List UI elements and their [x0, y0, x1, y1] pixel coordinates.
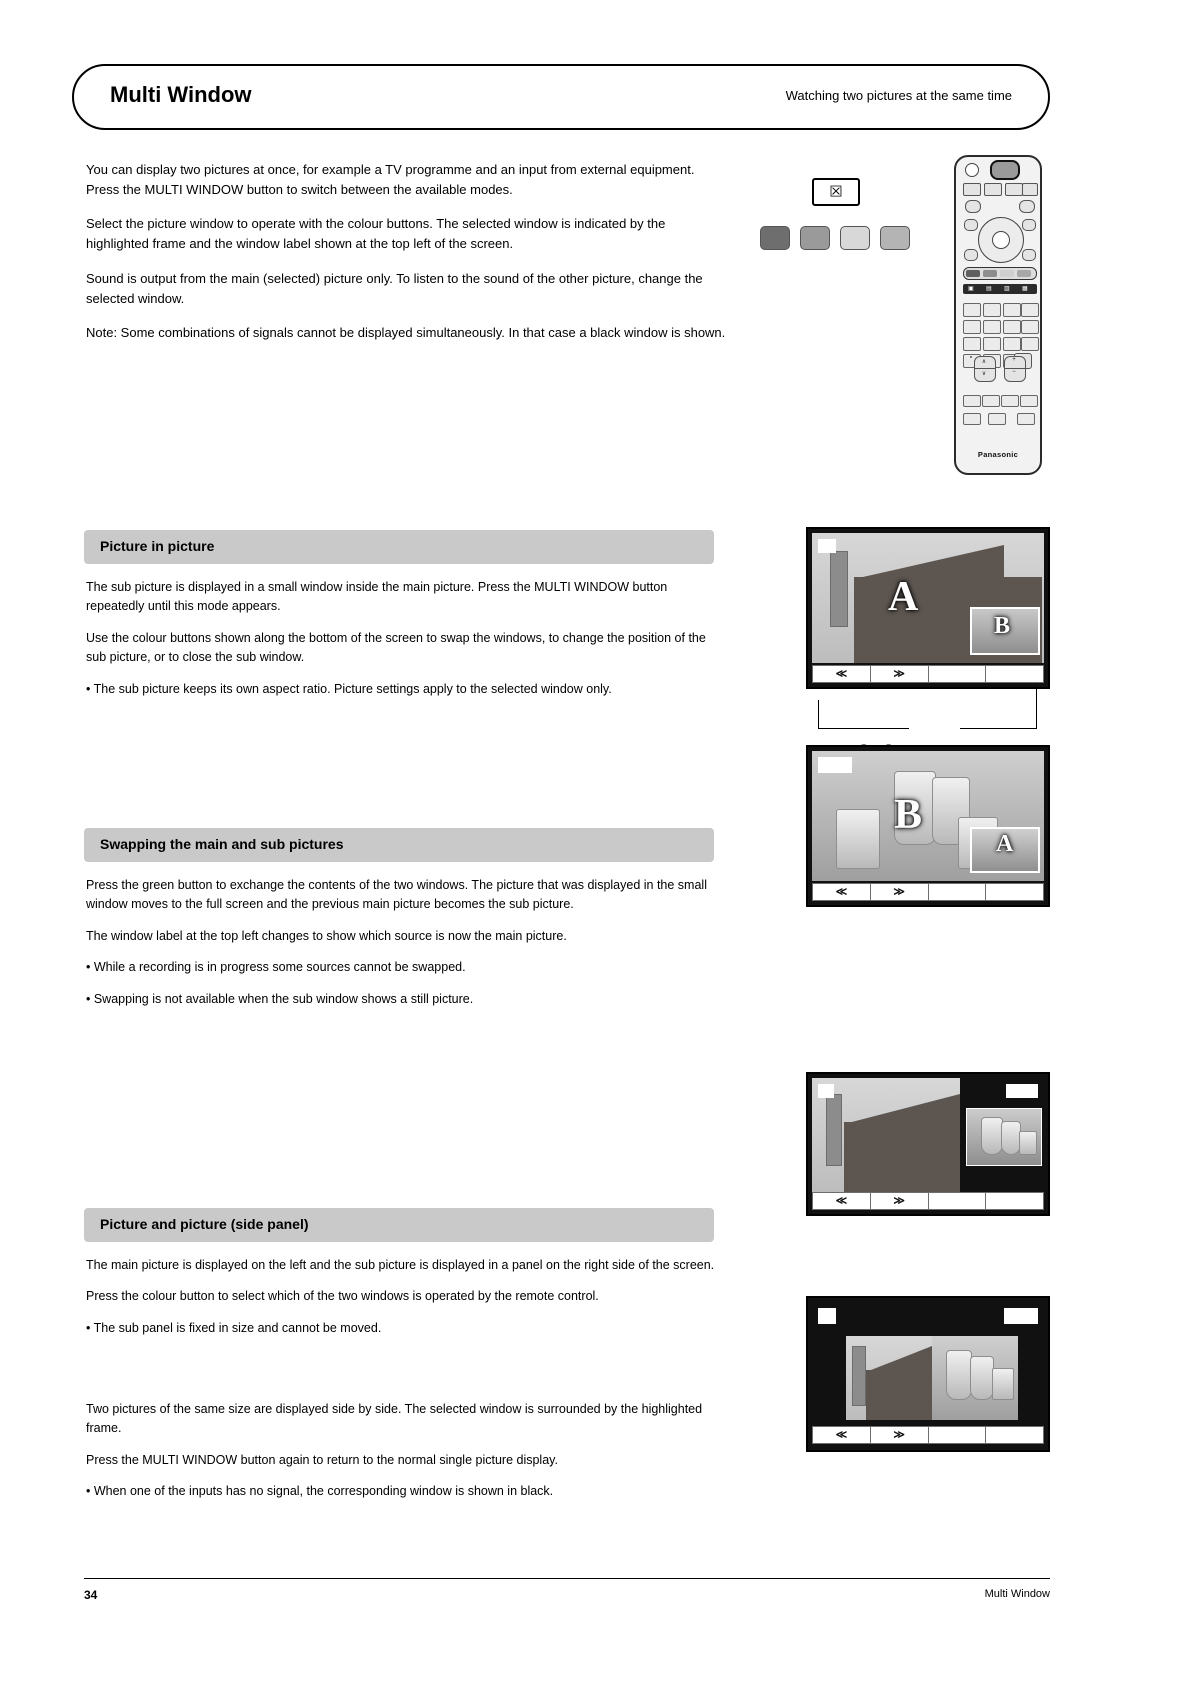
- intro-paragraph-2: Select the picture window to operate with the colour buttons. The selected window is indicated by the highlighted frame and the window label shown at the top left of the screen.: [86, 216, 666, 252]
- remote-key-tv: [963, 183, 981, 196]
- section-1-paragraph-2: • While a recording is in progress some sources cannot be swapped.: [86, 960, 466, 975]
- remote-fn-2: ▤: [986, 286, 992, 292]
- remote-number-row-1: [963, 303, 1037, 315]
- section-body-picture-and-picture: [86, 1256, 716, 1350]
- remote-fn-3: ▥: [1004, 286, 1010, 292]
- remote-key-6: [983, 320, 1001, 334]
- tv-screen-pip-b-main: [806, 745, 1050, 907]
- glass-shape-1: [946, 1350, 972, 1400]
- window-label-right: [1004, 1308, 1038, 1324]
- intro-paragraph-3: Sound is output from the main (selected) picture only. To listen to the sound of the other picture, change the selected window.: [86, 270, 703, 306]
- remote-key-8: [1021, 320, 1039, 334]
- remote-key-guide: [965, 200, 981, 213]
- remote-key-option: [964, 249, 978, 261]
- window-label-main: [818, 539, 836, 553]
- remote-key-menu: [964, 219, 978, 231]
- remote-number-row-3: [963, 337, 1037, 349]
- remote-key-3: [1003, 303, 1021, 317]
- glass-shape-3: [1019, 1131, 1037, 1155]
- section-heading-label: Picture in picture: [100, 538, 215, 554]
- green-button: [800, 226, 830, 250]
- glass-shape-1: [981, 1117, 1003, 1155]
- remote-key-text: [1005, 183, 1023, 196]
- intro-note: Note: Some combinations of signals cannot be displayed simultaneously. In that case a black window is shown.: [86, 324, 726, 340]
- osd-next-button: ≫: [871, 666, 929, 682]
- remote-fn-1: ▣: [968, 286, 974, 292]
- multi-window-glyph: ☒: [829, 183, 843, 201]
- sub-window-letter: A: [996, 831, 1014, 857]
- tv-screen-two-window: [806, 1296, 1050, 1452]
- leader-line-right: [960, 686, 1037, 729]
- tv-screen-pip-a-main: [806, 527, 1050, 689]
- sub-window-panel: [966, 1108, 1042, 1166]
- osd-next-button: ≫: [871, 884, 929, 900]
- roof-ridge-shape: [866, 1346, 932, 1372]
- remote-power-button: [990, 160, 1020, 180]
- section-0-paragraph-2: • The sub picture keeps its own aspect ratio. Picture settings apply to the selected window only.: [86, 681, 612, 696]
- remote-dpad: [978, 217, 1024, 263]
- remote-ch-down-label: ∨: [981, 371, 987, 377]
- remote-vol-up-label: +: [1012, 357, 1016, 363]
- osd-fourth-button: [986, 666, 1043, 682]
- remote-vol-down-label: −: [1012, 369, 1016, 375]
- remote-key-5: [963, 320, 981, 334]
- remote-skip-up: [982, 395, 1000, 407]
- remote-pause-button: [988, 413, 1006, 425]
- remote-key-sub: [1022, 183, 1038, 196]
- blue-button: [880, 226, 910, 250]
- window-label-sub: [1006, 1084, 1038, 1098]
- remote-channel-pad: [970, 356, 972, 358]
- remote-key-0: [983, 337, 1001, 351]
- remote-fn-4: ▦: [1022, 286, 1028, 292]
- remote-key-7: [1003, 320, 1021, 334]
- osd-fourth-button: [986, 884, 1043, 900]
- section-2-paragraph-1: Press the colour button to select which of the two windows is operated by the remote control.: [86, 1289, 599, 1304]
- section-3-paragraph-2: • When one of the inputs has no signal, the corresponding window is shown in black.: [86, 1484, 554, 1499]
- osd-third-button: [929, 884, 987, 900]
- remote-key-enter: [1021, 337, 1039, 351]
- window-label-left: [818, 1308, 836, 1324]
- remote-brand-label: Panasonic: [977, 450, 1019, 459]
- page-title-banner: [72, 64, 1050, 130]
- osd-third-button: [929, 1427, 987, 1443]
- chimney-shape: [852, 1346, 866, 1406]
- osd-operation-bar: [812, 1426, 1044, 1444]
- roof-shape: [844, 1122, 960, 1192]
- remote-green-key: [983, 270, 997, 277]
- yellow-button: [840, 226, 870, 250]
- osd-fourth-button: [986, 1193, 1043, 1209]
- section-heading-label: Swapping the main and sub pictures: [100, 836, 344, 852]
- osd-prev-button: ≪: [813, 666, 871, 682]
- footer-divider: [84, 1578, 1050, 1579]
- remote-function-bar: [963, 284, 1037, 294]
- footer-note: Multi Window: [984, 1588, 1050, 1600]
- section-0-paragraph-0: The sub picture is displayed in a small window inside the main picture. Press the MULTI WINDOW button repeatedly until this mode appears.: [86, 580, 668, 614]
- multi-window-icon: [812, 178, 860, 206]
- section-0-paragraph-1: Use the colour buttons shown along the bottom of the screen to swap the windows, to change the position of the sub picture, or to close the sub window.: [86, 630, 706, 665]
- remote-key-back: [1022, 249, 1036, 261]
- red-button: [760, 226, 790, 250]
- roof-ridge-shape: [844, 1094, 960, 1124]
- section-body-picture-in-picture: [86, 578, 716, 711]
- glass-shape-2: [970, 1356, 994, 1400]
- section-1-paragraph-1: The window label at the top left changes to show which source is now the main picture.: [86, 928, 567, 943]
- osd-operation-bar: [812, 883, 1044, 901]
- remote-forward: [1020, 395, 1038, 407]
- remote-yellow-key: [1000, 270, 1014, 277]
- window-label-main: [818, 1084, 834, 1098]
- osd-prev-button: ≪: [813, 1193, 871, 1209]
- remote-key-return: [1022, 219, 1036, 231]
- intro-text-column: [86, 160, 726, 357]
- section-heading-picture-in-picture: [84, 530, 714, 564]
- osd-prev-button: ≪: [813, 1427, 871, 1443]
- osd-next-button: ≫: [871, 1193, 929, 1209]
- chimney-shape: [830, 551, 848, 627]
- remote-red-key: [966, 270, 980, 277]
- section-2-paragraph-0: The main picture is displayed on the left and the sub picture is displayed in a panel on the right side of the screen.: [86, 1258, 715, 1272]
- section-body-two-window: [86, 1400, 716, 1514]
- section-3-paragraph-0: Two pictures of the same size are displayed side by side. The selected window is surrounded by the highlighted frame.: [86, 1402, 703, 1436]
- section-1-paragraph-0: Press the green button to exchange the contents of the two windows. The picture that was displayed in the small window moves to the full screen and the previous main picture becomes the sub picture.: [86, 878, 707, 912]
- roof-ridge-shape: [854, 545, 1004, 579]
- sub-window-pip: [970, 607, 1040, 655]
- page-number: 34: [84, 1588, 98, 1602]
- main-window-letter: A: [888, 574, 919, 620]
- window-label-main: [818, 757, 852, 773]
- sub-window-pip: [970, 827, 1040, 873]
- page-title: Multi Window: [110, 82, 252, 107]
- glass-shape-3: [992, 1368, 1014, 1400]
- remote-ok-button: [992, 231, 1010, 249]
- remote-skip-down: [963, 395, 981, 407]
- remote-key-1: [963, 303, 981, 317]
- section-heading-label: Picture and picture (side panel): [100, 1216, 309, 1232]
- remote-skip-row: [963, 395, 1037, 405]
- section-heading-picture-and-picture: [84, 1208, 714, 1242]
- remote-play-button: [1017, 413, 1035, 425]
- remote-key-dot: [1003, 337, 1021, 351]
- remote-colour-strip: [963, 267, 1037, 280]
- remote-blue-key: [1017, 270, 1031, 277]
- section-heading-swapping-windows: [84, 828, 714, 862]
- remote-rewind: [1001, 395, 1019, 407]
- remote-key-4: [1021, 303, 1039, 317]
- page-title-subtitle: Watching two pictures at the same time: [785, 88, 1012, 103]
- chimney-shape: [826, 1094, 842, 1166]
- remote-number-row-2: [963, 320, 1037, 332]
- osd-prev-button: ≪: [813, 884, 871, 900]
- osd-third-button: [929, 666, 987, 682]
- section-3-paragraph-1: Press the MULTI WINDOW button again to return to the normal single picture display.: [86, 1452, 558, 1467]
- tv-screen-picture-and-picture: [806, 1072, 1050, 1216]
- osd-fourth-button: [986, 1427, 1043, 1443]
- remote-control-illustration: [954, 155, 1042, 475]
- colour-button-row: [760, 226, 910, 252]
- main-window-letter: B: [894, 792, 923, 838]
- glass-shape-2: [1001, 1121, 1021, 1155]
- section-body-swapping-windows: [86, 876, 716, 1021]
- remote-key-exit: [1019, 200, 1035, 213]
- remote-key-2: [983, 303, 1001, 317]
- section-2-paragraph-2: • The sub panel is fixed in size and cannot be moved.: [86, 1320, 382, 1335]
- remote-key-9: [963, 337, 981, 351]
- osd-next-button: ≫: [871, 1427, 929, 1443]
- remote-ch-up-label: ∧: [981, 359, 987, 365]
- remote-transport-row: [963, 413, 1037, 423]
- osd-operation-bar: [812, 665, 1044, 683]
- osd-operation-bar: [812, 1192, 1044, 1210]
- remote-lamp-icon: [965, 163, 979, 177]
- remote-key-av: [984, 183, 1002, 196]
- section-1-paragraph-3: • Swapping is not available when the sub window shows a still picture.: [86, 991, 474, 1006]
- sub-window-letter: B: [994, 613, 1011, 639]
- intro-paragraph-1: You can display two pictures at once, for example a TV programme and an input from external equipment. Press the MULTI WINDOW button to switch between the available modes.: [86, 162, 695, 198]
- glass-shape-3: [836, 809, 880, 869]
- roof-shape: [866, 1370, 932, 1420]
- leader-line-left: [818, 700, 909, 729]
- osd-third-button: [929, 1193, 987, 1209]
- remote-stop-button: [963, 413, 981, 425]
